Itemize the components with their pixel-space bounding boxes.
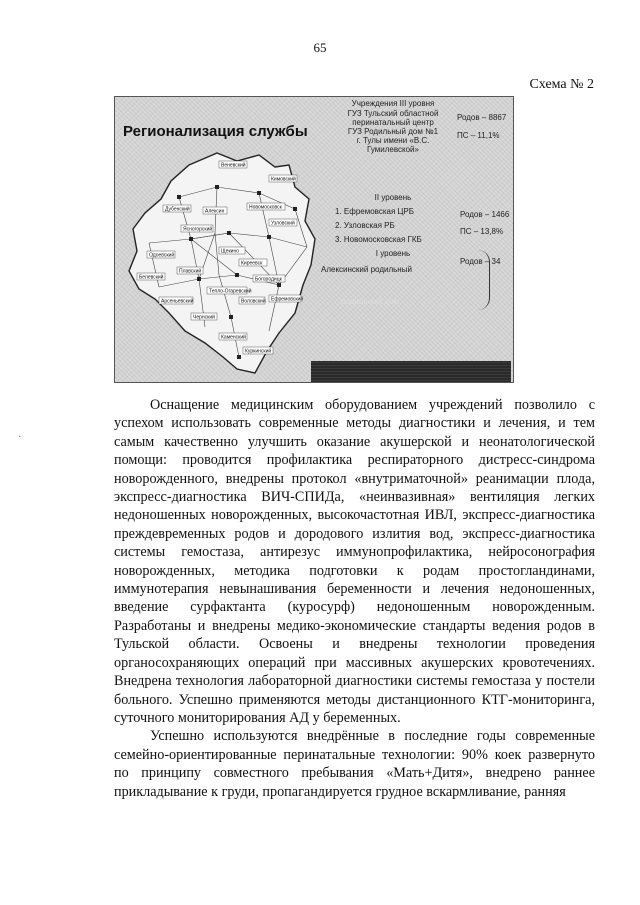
body-text (114, 396, 595, 801)
level2-stat: ПС – 13,8% (460, 227, 504, 236)
map-label: Веневский (221, 162, 246, 169)
dark-scan-band (311, 361, 511, 383)
figure-title: Регионализация службы (123, 123, 308, 140)
map-label: Киреевск (241, 260, 263, 267)
level1-header: I уровень (375, 249, 411, 258)
map-label: Дубенский (165, 206, 190, 213)
level3-header: Учреждения III уровня (351, 99, 435, 108)
map-label: Воловский (241, 298, 266, 305)
map-label: Богородицк (255, 276, 282, 283)
map-label: Кимовский (271, 176, 296, 183)
page-number: 65 (313, 40, 327, 55)
level2-item: 2. Узловская РБ (335, 221, 395, 230)
level2-header: II уровень (374, 193, 412, 202)
map-label: Плавский (179, 268, 202, 275)
map-label: Белевский (139, 274, 164, 281)
map-label: Чернский (193, 314, 215, 321)
map-label: Каменский (221, 334, 246, 341)
paragraph: Успешно используются внедрённые в последние годы современные семейно-ориентированные перинатальные технологии: 90% коек развернуто по принципу совместного пребывания «Мать+Дитя», внедрено раннее прикладывание к груди, пропагандируется грудное вскармливание, ранняя (114, 728, 595, 800)
level3-stat: Родов – 8867 (457, 113, 507, 122)
level1-item: родильный дом (341, 297, 400, 306)
scheme-label: Схема № 2 (529, 77, 594, 92)
map-label: Ясногорский (183, 226, 213, 233)
map-label: Одоевский (149, 252, 175, 259)
level2-item: 3. Новомосковская ГКБ (335, 235, 422, 244)
level3-stat: ПС – 11,1% (457, 131, 500, 140)
map-label: Тепло-Огаревский (209, 288, 252, 295)
level3-line: Гумилевской» (367, 145, 419, 154)
level3-line: ГУЗ Родильный дом №1 (347, 127, 439, 136)
map-label: Щекино (221, 248, 239, 255)
margin-mark: · (18, 432, 22, 443)
level2-item: 1. Ефремовская ЦРБ (335, 207, 415, 216)
level3-line: ГУЗ Тульский областной (347, 109, 439, 118)
map-label: Арсеньевский (161, 298, 194, 305)
map-label: Ефремовский (271, 296, 304, 303)
paragraph: Оснащение медицинским оборудованием учреждений позволило с успехом использовать современные методы диагностики и лечения, и тем самым качественно улучшить оказание акушерской и неонатологической помощи: проводится профилактика респираторного дистресс-синдрома новорожденного, внедрены протокол «внутриматочной» реанимации плода, экспресс-диагностика ВИЧ-СПИДа, «неинвазивная» вентиляция легких недоношенных новорожденных, высокочастотная ИВЛ, экспресс-диагностика преждевременных родов и дородового излития вод, экспресс-диагностика системы гемостаза, антирезус иммунопрофилактика, нейросонография новорожденных, методика подготовки к родам простогландинами, иммунотерапия невынашивания беременности и лечения недоношенных, введение сурфактанта (куросурф) недоношенным новорожденным. Разработаны и внедрены медико-экономические стандарты ведения родов в Тульской области. Освоены и внедрены технологии проведения органосохраняющих операций при массивных акушерских кровотечениях. Внедрена технология лабораторной диагностики системы гемостаза у постели больного. Успешно применяются методы дистанционного КТГ-мониторинга, суточного мониторирования АД у беременных. (114, 397, 595, 726)
level2-stat: Родов – 1466 (460, 210, 510, 219)
map-label: Новомосковск (249, 204, 282, 211)
level1-item: Алексинский родильный (321, 265, 412, 274)
map-label: Алексин (205, 208, 225, 215)
level1-stat: Родов – 34 (460, 257, 501, 266)
region-map (119, 147, 325, 379)
level3-line: г. Тулы имени «В.С. (356, 136, 430, 145)
regionalization-figure (114, 96, 514, 383)
map-label: Куркинский (245, 348, 272, 355)
map-label: Узловский (271, 220, 295, 227)
level3-line: перинатальный центр (352, 118, 434, 127)
